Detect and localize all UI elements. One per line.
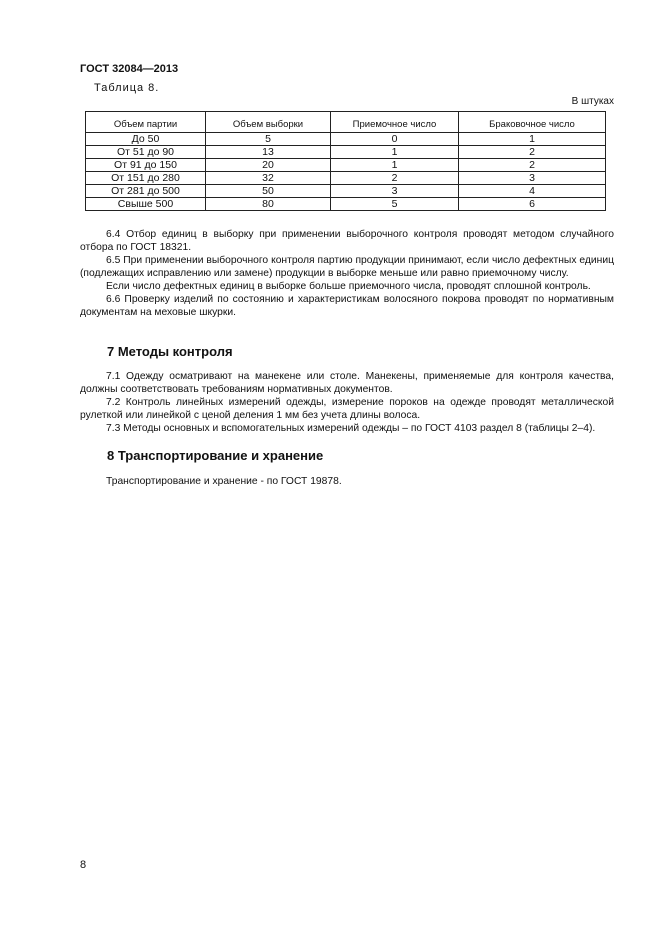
cell-rejection-number: 1 [459, 133, 606, 146]
cell-lot-size: От 281 до 500 [86, 185, 206, 198]
cell-rejection-number: 3 [459, 172, 606, 185]
table-units: В штуках [571, 96, 614, 107]
page-number: 8 [80, 859, 87, 871]
cell-lot-size: До 50 [86, 133, 206, 146]
cell-acceptance-number: 2 [331, 172, 459, 185]
table-title: Таблица 8. [94, 82, 160, 94]
paragraph: 6.5 При применении выборочного контроля партию продукции принимают, если число дефектных единиц (подлежащих исправлению или замене) продукции в выборке меньше или равно приемочному числу. [80, 255, 614, 279]
table-row [86, 159, 606, 172]
cell-rejection-number: 6 [459, 198, 606, 211]
section-8-heading: 8 Транспортирование и хранение [107, 448, 324, 463]
paragraph: Транспортирование и хранение - по ГОСТ 19878. [106, 476, 342, 487]
cell-sample-size: 80 [206, 198, 331, 211]
table-row [86, 185, 606, 198]
paragraph: 7.1 Одежду осматривают на манекене или столе. Манекены, применяемые для контроля качества, должны соответствовать требованиям нормативных документов. [80, 371, 614, 395]
paragraph: 6.4 Отбор единиц в выборку при применении выборочного контроля проводят методом случайного отбора по ГОСТ 18321. [80, 229, 614, 253]
table-row [86, 146, 606, 159]
paragraph: Если число дефектных единиц в выборке больше приемочного числа, проводят сплошной контроль. [106, 281, 591, 292]
cell-sample-size: 5 [206, 133, 331, 146]
cell-acceptance-number: 1 [331, 146, 459, 159]
paragraph: 7.3 Методы основных и вспомогательных измерений одежды – по ГОСТ 4103 раздел 8 (таблицы 2–4). [106, 423, 596, 434]
cell-sample-size: 50 [206, 185, 331, 198]
table-header-row [86, 112, 606, 133]
section-8-text [80, 475, 614, 488]
cell-lot-size: От 91 до 150 [86, 159, 206, 172]
header-acceptance-number: Приемочное число [331, 112, 459, 133]
cell-rejection-number: 4 [459, 185, 606, 198]
cell-lot-size: Свыше 500 [86, 198, 206, 211]
section-7-heading: 7 Методы контроля [107, 344, 233, 359]
table-row [86, 198, 606, 211]
cell-sample-size: 20 [206, 159, 331, 172]
cell-sample-size: 32 [206, 172, 331, 185]
sampling-table [85, 111, 606, 211]
cell-acceptance-number: 0 [331, 133, 459, 146]
cell-sample-size: 13 [206, 146, 331, 159]
table-row [86, 172, 606, 185]
header-rejection-number: Браковочное число [459, 112, 606, 133]
cell-acceptance-number: 5 [331, 198, 459, 211]
header-sample-size: Объем выборки [206, 112, 331, 133]
paragraph: 6.6 Проверку изделий по состоянию и характеристикам волосяного покрова проводят по нормативным документам на меховые шкурки. [80, 294, 614, 318]
cell-rejection-number: 2 [459, 146, 606, 159]
table-row [86, 133, 606, 146]
section-7-text [80, 370, 614, 435]
cell-acceptance-number: 1 [331, 159, 459, 172]
cell-acceptance-number: 3 [331, 185, 459, 198]
cell-lot-size: От 151 до 280 [86, 172, 206, 185]
paragraph: 7.2 Контроль линейных измерений одежды, измерение пороков на одежде проводят металлической рулеткой или линейкой с ценой деления 1 мм без учета длины волоса. [80, 397, 614, 421]
document-header: ГОСТ 32084—2013 [80, 63, 179, 75]
header-lot-size: Объем партии [86, 112, 206, 133]
section-6-text [80, 228, 614, 319]
cell-rejection-number: 2 [459, 159, 606, 172]
cell-lot-size: От 51 до 90 [86, 146, 206, 159]
